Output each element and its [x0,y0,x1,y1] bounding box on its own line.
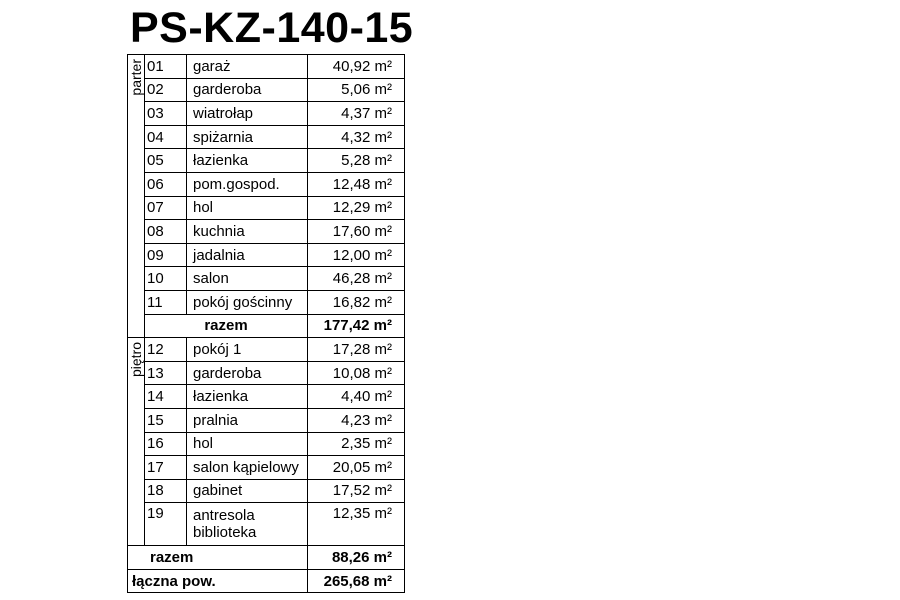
table-row [128,55,405,79]
room-number: 06 [145,172,187,196]
room-number: 16 [145,432,187,456]
room-name: spiżarnia [187,125,308,149]
room-number: 13 [145,361,187,385]
ground-subtotal-value: 177,42 m² [308,314,405,338]
room-number: 03 [145,102,187,126]
room-name: garderoba [187,78,308,102]
room-name [187,503,308,546]
table-row [128,125,405,149]
ground-subtotal-label: razem [145,314,308,338]
room-area: 2,35 m² [308,432,405,456]
room-number: 04 [145,125,187,149]
room-area: 16,82 m² [308,290,405,314]
table-row [128,243,405,267]
room-name: garaż [187,55,308,79]
room-number: 09 [145,243,187,267]
room-name: salon kąpielowy [187,456,308,480]
table-row [128,290,405,314]
table-row [128,456,405,480]
room-name: wiatrołap [187,102,308,126]
room-area: 17,52 m² [308,479,405,503]
table-row [128,408,405,432]
room-area: 12,48 m² [308,172,405,196]
room-area: 4,32 m² [308,125,405,149]
room-area: 4,37 m² [308,102,405,126]
room-area: 4,40 m² [308,385,405,409]
upper-subtotal-value: 88,26 m² [308,546,405,570]
ground-subtotal-row [128,314,405,338]
room-area: 12,00 m² [308,243,405,267]
grand-total-label: łączna pow. [128,569,308,593]
room-area: 10,08 m² [308,361,405,385]
table-row [128,503,405,546]
room-number: 17 [145,456,187,480]
room-area: 5,28 m² [308,149,405,173]
room-name: łazienka [187,149,308,173]
room-number: 11 [145,290,187,314]
room-name: łazienka [187,385,308,409]
grand-total-value: 265,68 m² [308,569,405,593]
upper-subtotal-label: razem [128,546,308,570]
room-name: pokój 1 [187,338,308,362]
table-row [128,172,405,196]
room-area: 46,28 m² [308,267,405,291]
room-number: 12 [145,338,187,362]
room-name: jadalnia [187,243,308,267]
room-name-line: antresola [193,507,255,525]
room-name: pralnia [187,408,308,432]
room-area: 5,06 m² [308,78,405,102]
room-name: pokój gościnny [187,290,308,314]
room-name: kuchnia [187,220,308,244]
table-row [128,361,405,385]
room-name: hol [187,196,308,220]
section-label-ground [128,55,145,338]
room-area: 17,60 m² [308,220,405,244]
upper-subtotal-row [128,546,405,570]
table-row [128,479,405,503]
section-label-upper [128,338,145,546]
room-number: 01 [145,55,187,79]
table-row [128,267,405,291]
table-row [128,338,405,362]
table-row [128,78,405,102]
grand-total-row [128,569,405,593]
page-title: PS-KZ-140-15 [130,4,414,52]
room-area: 12,35 m² [308,503,405,546]
room-name-line: biblioteka [193,524,257,542]
room-name: garderoba [187,361,308,385]
upper-floor-label: piętro [128,342,144,378]
room-name: salon [187,267,308,291]
room-area: 17,28 m² [308,338,405,362]
table-row [128,385,405,409]
room-name: hol [187,432,308,456]
room-area: 20,05 m² [308,456,405,480]
room-number: 19 [145,503,187,546]
table-row [128,102,405,126]
room-area: 40,92 m² [308,55,405,79]
room-area: 4,23 m² [308,408,405,432]
room-name: gabinet [187,479,308,503]
room-number: 14 [145,385,187,409]
room-number: 18 [145,479,187,503]
room-number: 02 [145,78,187,102]
ground-floor-label: parter [128,59,144,96]
room-number: 08 [145,220,187,244]
room-number: 07 [145,196,187,220]
room-number: 05 [145,149,187,173]
room-area-table [127,54,405,593]
table-row [128,196,405,220]
table-row [128,432,405,456]
room-name: pom.gospod. [187,172,308,196]
room-number: 15 [145,408,187,432]
table-row [128,149,405,173]
room-area: 12,29 m² [308,196,405,220]
table-row [128,220,405,244]
room-number: 10 [145,267,187,291]
